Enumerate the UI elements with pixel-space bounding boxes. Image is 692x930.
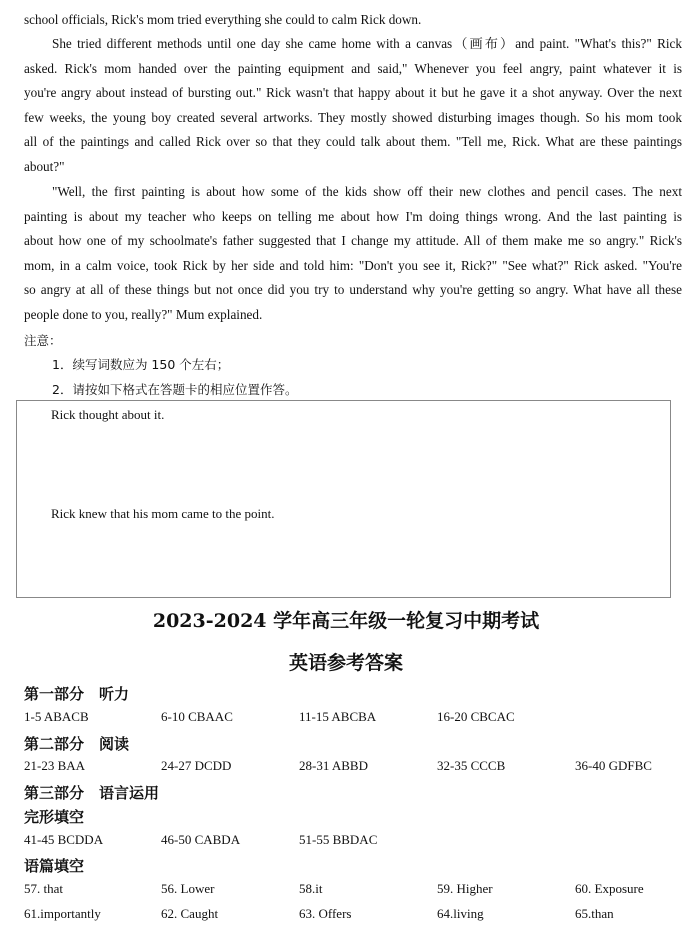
exam-subtitle: 英语参考答案 [288, 652, 403, 674]
passage-paragraph-2 [24, 180, 682, 328]
answer-cell: 11-15 ABCBA [299, 709, 377, 724]
passage-line: school officials, Rick's mom tried everything she could to calm Rick down. [24, 12, 422, 27]
answer-cell: 60. Exposure [575, 881, 644, 896]
grammar-fill-heading: 语篇填空 [24, 857, 85, 875]
exam-title: 2023-2024 学年高三年级一轮复习中期考试 [152, 610, 540, 632]
passage-line: "Well, the first painting is about how some of the kids show off their new clothes and pencil cases. The next [52, 184, 682, 199]
answer-cell: 61.importantly [24, 906, 101, 921]
answer-cell: 41-45 BCDDA [24, 832, 104, 847]
answer-cell: 36-40 GDFBC [575, 758, 652, 773]
answer-cell: 59. Higher [437, 881, 493, 896]
answer-cell: 32-35 CCCB [437, 758, 506, 773]
answer-cell: 57. that [24, 881, 63, 896]
answer-box-line-1: Rick thought about it. [51, 407, 165, 422]
cloze-heading: 完形填空 [24, 808, 85, 826]
answer-cell: 51-55 BBDAC [299, 832, 378, 847]
writing-answer-box [16, 400, 671, 598]
answer-cell: 65.than [575, 906, 614, 921]
section-reading-heading: 第二部分 阅读 [24, 735, 130, 753]
answer-cell: 64.living [437, 906, 484, 921]
answer-cell: 58.it [299, 881, 323, 896]
passage-paragraph-1 [24, 32, 682, 180]
passage-line: about?" [24, 158, 65, 174]
notes-label: 注意： [24, 333, 62, 348]
passage-line: people done to you, really?" Mum explained. [24, 306, 263, 322]
notes-item-2: 2．请按如下格式在答题卡的相应位置作答。 [52, 382, 298, 397]
answer-cell: 62. Caught [161, 906, 219, 921]
passage-line: She tried different methods until one day she came home with a canvas（画布）and paint. "What's this?" Rick [52, 36, 682, 51]
passage-line: about how one of my schoolmate's father suggested that I change my attitude. All of them make me so angry." Rick's [24, 233, 682, 249]
answer-cell: 16-20 CBCAC [437, 709, 515, 724]
passage-line: mom, in a calm voice, took Rick by her side and told him: "Don't you see it, Rick?" "See what?" Rick asked. "You're [24, 257, 682, 273]
answer-cell: 1-5 ABACB [24, 709, 89, 724]
answer-cell: 24-27 DCDD [161, 758, 232, 773]
section-language-heading: 第三部分 语言运用 [24, 784, 160, 802]
passage-paragraph-0 [24, 8, 682, 33]
answer-box-line-2: Rick knew that his mom came to the point. [51, 506, 275, 521]
passage-line: so angry at all of these things but not once did you try to understand why you're getting so angry. What have all these [24, 282, 682, 298]
passage-line: asked. Rick's mom handed over the painting equipment and said," Whenever you feel angry, paint whatever it is [24, 60, 682, 76]
answer-cell: 56. Lower [161, 881, 215, 896]
notes-item-1: 1．续写词数应为 150 个左右； [52, 357, 230, 372]
section-listening-heading: 第一部分 听力 [24, 685, 130, 703]
answer-cell: 28-31 ABBD [299, 758, 368, 773]
answer-cell: 46-50 CABDA [161, 832, 241, 847]
passage-line: all of the paintings and called Rick over so that they could talk about them. "Tell me, Rick. What are these paintings [24, 134, 682, 150]
passage-line: few weeks, the young boy created several artworks. They mostly showed disturbing images though. So his mom took [24, 109, 682, 125]
passage-line: you're angry about instead of bursting out." Rick wasn't that happy about it but he gave it a shot anyway. Over the next [24, 85, 682, 101]
passage-line: painting is about my teacher who keeps on telling me about how I'm doing things wrong. And the last painting is [24, 208, 682, 224]
answer-cell: 63. Offers [299, 906, 352, 921]
answer-cell: 21-23 BAA [24, 758, 86, 773]
answer-cell: 6-10 CBAAC [161, 709, 233, 724]
